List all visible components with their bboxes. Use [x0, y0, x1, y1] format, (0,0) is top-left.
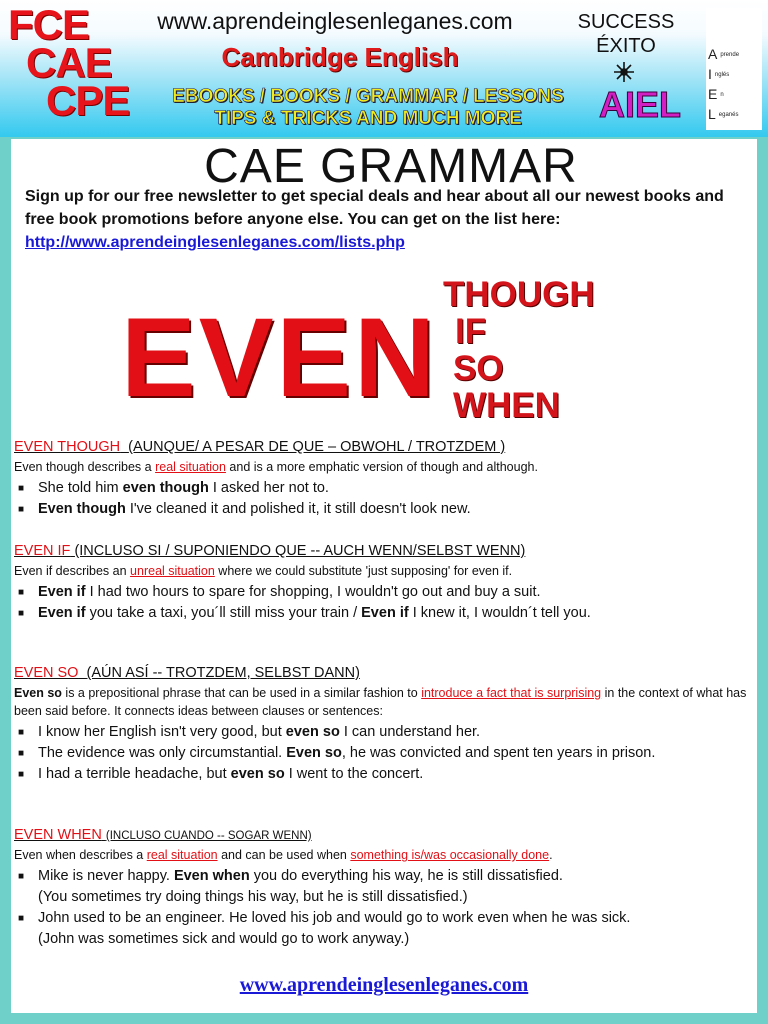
- success-label: [568, 10, 684, 58]
- list-item: ■ She told him even though I asked her not to.: [14, 478, 754, 499]
- section-even-when: [14, 827, 754, 950]
- snowflake-icon: [612, 60, 636, 84]
- section-description: Even when describes a real situation and can be used when something is/was occasionally done.: [14, 848, 553, 862]
- banner-word-when: WHEN: [453, 386, 560, 425]
- tagline-line-2: TIPS & TRICKS AND MUCH MORE: [214, 108, 522, 129]
- tagline-line-1: EBOOKS / BOOKS / GRAMMAR / LESSONS: [172, 86, 564, 107]
- section-heading: EVEN IF (INCLUSO SI / SUPONIENDO QUE -- AUCH WENN/SELBST WENN): [14, 543, 526, 559]
- exam-cpe: CPE: [46, 77, 130, 124]
- banner-word-though: THOUGH: [443, 275, 595, 314]
- list-item: ■ Mike is never happy. Even when you do everything his way, he is still dissatisfied.: [14, 866, 754, 887]
- header-tagline: [140, 86, 596, 130]
- acronym-i: Inglés: [708, 66, 730, 82]
- section-even-if: [14, 543, 754, 624]
- section-even-so: [14, 665, 754, 785]
- footer-link[interactable]: www.aprendeinglesenleganes.com: [239, 974, 529, 996]
- aiel-logo: AIEL: [598, 84, 681, 125]
- list-item: ■ Even if you take a taxi, you´ll still miss your train / Even if I knew it, I wouldn´t tell you.: [14, 603, 754, 624]
- newsletter-intro: [25, 185, 749, 254]
- header-url[interactable]: www.aprendeinglesenleganes.com: [157, 8, 513, 34]
- banner-word-so: SO: [453, 349, 504, 388]
- header-banner: [0, 0, 768, 137]
- even-banner-main: EVEN: [121, 295, 438, 420]
- section-description: Even if describes an unreal situation where we could substitute 'just supposing' for even if.: [14, 564, 513, 578]
- exam-levels: [8, 1, 138, 124]
- even-banner-words: [443, 276, 595, 424]
- exito-text: ÉXITO: [596, 35, 656, 57]
- acronym-e: En: [708, 86, 724, 102]
- banner-word-if: IF: [455, 312, 487, 351]
- document-body: [11, 139, 757, 1013]
- section-heading: EVEN WHEN (INCLUSO CUANDO -- SOGAR WENN): [14, 827, 312, 843]
- success-text: SUCCESS: [577, 11, 675, 33]
- lists-link[interactable]: http://www.aprendeinglesenleganes.com/lists.php: [25, 234, 405, 251]
- list-item-note: (John was sometimes sick and would go to work anyway.): [38, 931, 410, 947]
- section-description: Even though describes a real situation and is a more emphatic version of though and although.: [14, 460, 538, 474]
- section-heading: EVEN THOUGH (AUNQUE/ A PESAR DE QUE – OBWOHL / TROTZDEM ): [14, 439, 506, 455]
- list-item-note: (You sometimes try doing things his way, but he is still dissatisfied.): [38, 889, 468, 905]
- section-heading: EVEN SO (AÚN ASÍ -- TROTZDEM, SELBST DANN): [14, 665, 360, 681]
- list-item: ■ John used to be an engineer. He loved his job and would go to work even when he was sick.: [14, 908, 754, 929]
- header-cambridge: Cambridge English: [221, 42, 459, 72]
- section-description: Even so is a prepositional phrase that can be used in a similar fashion to introduce a fact that is surprising in the context of what has been said before. It connects ideas between clauses or sentences:: [14, 686, 747, 718]
- page-title: CAE GRAMMAR: [204, 140, 578, 193]
- list-item: ■ Even if I had two hours to spare for shopping, I wouldn't go out and buy a suit.: [14, 582, 754, 603]
- list-item: ■ I had a terrible headache, but even so I went to the concert.: [14, 764, 754, 785]
- exam-cae: CAE: [26, 39, 112, 86]
- section-even-though: [14, 439, 754, 520]
- exam-fce: FCE: [8, 1, 89, 48]
- list-item: ■ Even though I've cleaned it and polished it, it still doesn't look new.: [14, 499, 754, 520]
- list-item: ■ I know her English isn't very good, but even so I can understand her.: [14, 722, 754, 743]
- acronym-l: Leganés: [708, 106, 739, 122]
- intro-text: Sign up for our free newsletter to get special deals and hear about all our newest books and free book promotions before anyone else. You can get on the list here:: [25, 188, 724, 228]
- list-item: ■ The evidence was only circumstantial. Even so, he was convicted and spent ten years in prison.: [14, 743, 754, 764]
- acronym-a: Aprende: [708, 46, 740, 62]
